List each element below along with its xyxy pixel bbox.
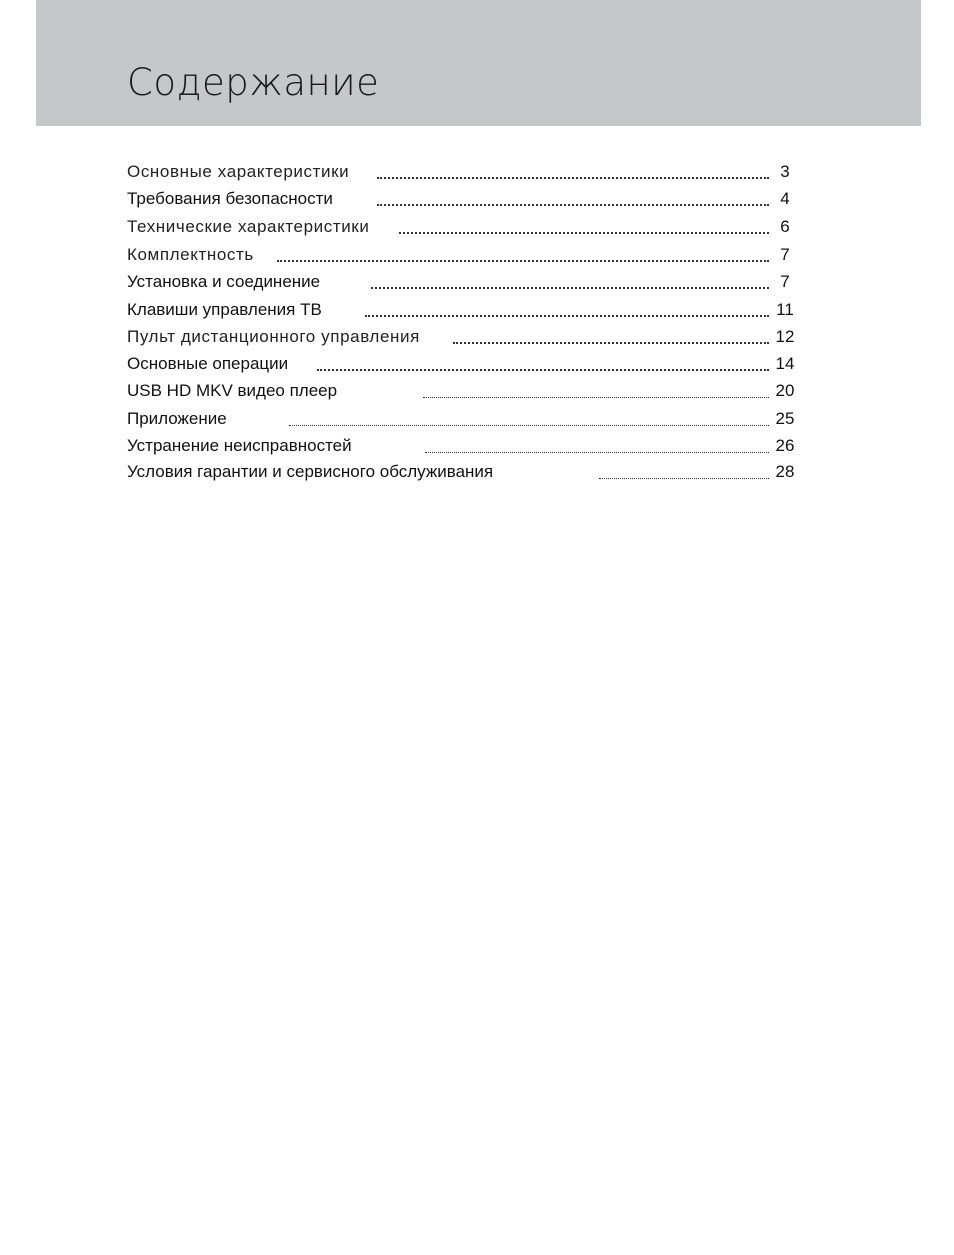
toc-entry-page: 7 (780, 245, 790, 264)
toc-entry-page: 12 (775, 327, 795, 346)
toc-entry-label: Основные операции (127, 354, 289, 373)
toc-entry-installation[interactable] (127, 268, 799, 292)
toc-entry-safety[interactable] (127, 185, 799, 209)
toc-entry-page: 25 (775, 409, 795, 428)
toc-entry-package-contents[interactable] (127, 241, 799, 265)
toc-leader (453, 342, 769, 344)
toc-entry-label: Комплектность (127, 245, 254, 264)
toc-leader (423, 397, 769, 398)
toc-entry-page: 3 (780, 162, 790, 181)
toc-entry-label: Технические характеристики (127, 217, 370, 236)
toc-entry-label: USB HD MKV видео плеер (127, 381, 338, 400)
page-title: Содержание (127, 61, 380, 104)
toc-leader (317, 369, 769, 371)
toc-entry-page: 11 (776, 300, 794, 319)
toc-entry-label: Установка и соединение (127, 272, 321, 291)
toc-leader (599, 478, 769, 479)
toc-leader (365, 315, 769, 317)
toc-entry-usb-player[interactable] (127, 377, 799, 401)
toc-leader (377, 204, 769, 206)
toc-entry-appendix[interactable] (127, 405, 799, 429)
toc-leader (277, 260, 769, 262)
toc-entry-label: Приложение (127, 409, 227, 428)
toc-leader (371, 287, 769, 289)
toc-entry-basic-operations[interactable] (127, 350, 799, 374)
toc-leader (289, 425, 769, 426)
toc-entry-page: 4 (780, 189, 790, 208)
toc-entry-troubleshooting[interactable] (127, 432, 799, 456)
toc-entry-label: Устранение неисправностей (127, 436, 352, 455)
toc-leader (399, 232, 769, 234)
toc-entry-label: Пульт дистанционного управления (127, 327, 420, 346)
toc-entry-specifications[interactable] (127, 213, 799, 237)
toc-entry-page: 26 (775, 436, 795, 455)
toc-entry-main-features[interactable] (127, 158, 799, 182)
toc-entry-label: Основные характеристики (127, 162, 350, 181)
table-of-contents (0, 0, 954, 520)
toc-entry-remote-control[interactable] (127, 323, 799, 347)
toc-entry-label: Требования безопасности (127, 189, 333, 208)
toc-entry-label: Условия гарантии и сервисного обслуживания (127, 462, 494, 481)
toc-entry-page: 14 (775, 354, 795, 373)
toc-entry-page: 7 (780, 272, 790, 291)
toc-entry-tv-keys[interactable] (127, 296, 799, 320)
toc-leader (377, 177, 769, 179)
toc-leader (425, 452, 769, 453)
toc-entry-warranty[interactable] (127, 458, 799, 482)
toc-entry-page: 28 (775, 462, 795, 481)
toc-entry-page: 20 (775, 381, 795, 400)
toc-entry-label: Клавиши управления ТВ (127, 300, 322, 319)
toc-entry-page: 6 (780, 217, 790, 236)
